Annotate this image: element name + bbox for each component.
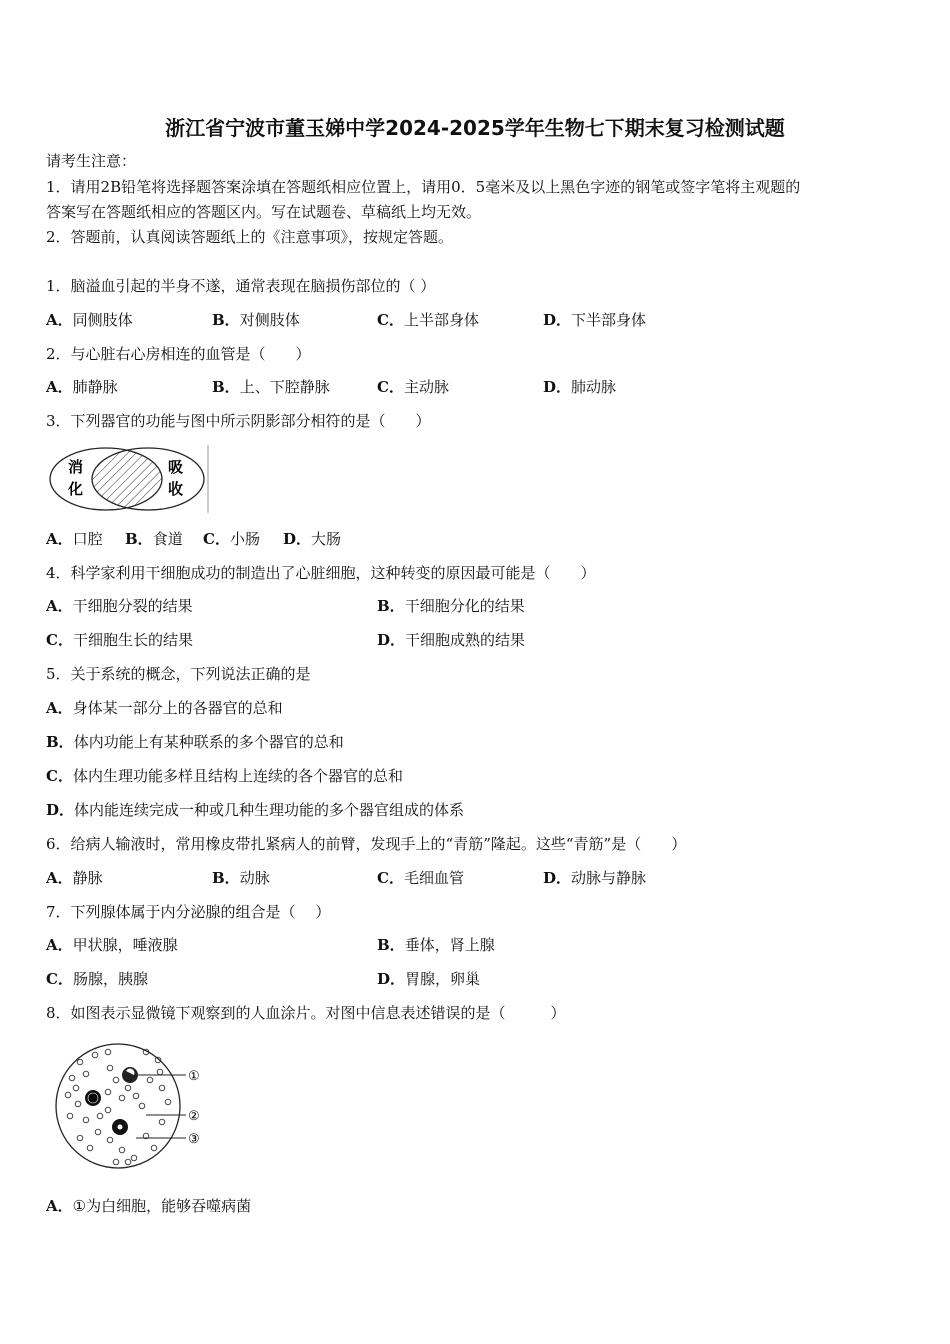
question-1-stem: 1．脑溢血引起的半身不遂，通常表现在脑损伤部位的（ ）: [46, 277, 436, 295]
question-5-option-a[interactable]: [46, 698, 283, 718]
option-text: 同侧肢体: [72, 311, 133, 329]
option-letter: B．: [212, 869, 240, 887]
option-letter: C．: [203, 530, 230, 548]
option-letter: B．: [212, 311, 240, 329]
question-7-option-d[interactable]: [377, 969, 480, 989]
question-5-stem: 5．关于系统的概念，下列说法正确的是: [46, 665, 311, 683]
option-letter: C．: [377, 378, 404, 396]
option-text: 干细胞分化的结果: [404, 597, 525, 615]
white-blood-cell-nucleus: [88, 1093, 98, 1103]
option-letter: B．: [46, 733, 74, 751]
notice-heading: 请考生注意：: [46, 152, 137, 170]
option-letter: B．: [212, 378, 240, 396]
label-3: ③: [188, 1132, 200, 1147]
question-5-option-c[interactable]: [46, 766, 403, 786]
option-text: 主动脉: [403, 378, 449, 396]
option-letter: A．: [46, 699, 73, 717]
question-8-option-a[interactable]: [46, 1196, 251, 1216]
option-text: 毛细血管: [403, 869, 464, 887]
option-text: 口腔: [72, 530, 103, 548]
option-letter: C．: [46, 970, 73, 988]
question-2-option-a[interactable]: [46, 377, 118, 397]
question-7-option-a[interactable]: [46, 935, 178, 955]
question-2-option-c[interactable]: [377, 377, 449, 397]
option-text: 干细胞成熟的结果: [405, 631, 526, 649]
question-5-option-b[interactable]: [46, 732, 344, 752]
option-text: ①为白细胞，能够吞噬病菌: [72, 1197, 252, 1215]
option-text: 体内能连续完成一种或几种生理功能的多个器官组成的体系: [74, 801, 465, 819]
label-1: ①: [188, 1069, 200, 1084]
question-6-option-c[interactable]: [377, 868, 464, 888]
option-text: 身体某一部分上的各器官的总和: [72, 699, 283, 717]
option-letter: B．: [125, 530, 153, 548]
question-4-stem: 4．科学家利用干细胞成功的制造出了心脏细胞，这种转变的原因最可能是（ ）: [46, 564, 596, 582]
question-8-stem: 8．如图表示显微镜下观察到的人血涂片。对图中信息表述错误的是（ ）: [46, 1004, 566, 1022]
question-4-option-c[interactable]: [46, 630, 193, 650]
option-letter: C．: [46, 767, 73, 785]
option-text: 大肠: [311, 530, 342, 548]
question-6-option-a[interactable]: [46, 868, 103, 888]
option-text: 对侧肢体: [239, 311, 300, 329]
option-letter: D．: [46, 801, 75, 819]
venn-diagram: [44, 443, 212, 515]
question-3-option-b[interactable]: [125, 529, 183, 549]
question-3-option-c[interactable]: [203, 529, 260, 549]
white-blood-cell-nucleus: [118, 1125, 123, 1130]
option-letter: D．: [377, 631, 406, 649]
option-letter: A．: [46, 869, 73, 887]
option-letter: A．: [46, 597, 73, 615]
option-letter: D．: [543, 869, 572, 887]
field-of-view-circle: [56, 1044, 180, 1168]
question-7-option-b[interactable]: [377, 935, 495, 955]
option-text: 肠腺，胰腺: [72, 970, 148, 988]
option-letter: D．: [283, 530, 312, 548]
question-2-option-b[interactable]: [212, 377, 330, 397]
question-6-option-b[interactable]: [212, 868, 270, 888]
question-1-option-b[interactable]: [212, 310, 300, 330]
question-3-option-a[interactable]: [46, 529, 103, 549]
option-text: 垂体，肾上腺: [404, 936, 495, 954]
option-letter: B．: [377, 936, 405, 954]
option-text: 体内生理功能多样且结构上连续的各个器官的总和: [72, 767, 403, 785]
question-4-option-b[interactable]: [377, 596, 525, 616]
option-text: 肺静脉: [72, 378, 118, 396]
notice-item-1-line-2: 答案写在答题纸相应的答题区内。写在试题卷、草稿纸上均无效。: [46, 203, 482, 221]
venn-label: 收: [168, 480, 184, 498]
option-letter: D．: [543, 311, 572, 329]
option-letter: D．: [377, 970, 406, 988]
option-text: 静脉: [72, 869, 103, 887]
option-text: 上半部身体: [403, 311, 479, 329]
question-1-option-a[interactable]: [46, 310, 133, 330]
option-letter: A．: [46, 530, 73, 548]
option-text: 小肠: [229, 530, 260, 548]
question-2-stem: 2．与心脏右心房相连的血管是（ ）: [46, 345, 311, 363]
option-text: 体内功能上有某种联系的多个器官的总和: [73, 733, 344, 751]
venn-label: 消: [68, 458, 84, 476]
question-4-option-d[interactable]: [377, 630, 525, 650]
venn-label: 吸: [168, 458, 184, 476]
option-text: 甲状腺，唾液腺: [72, 936, 178, 954]
label-2: ②: [188, 1109, 200, 1124]
question-7-stem: 7．下列腺体属于内分泌腺的组合是（ ）: [46, 903, 331, 921]
option-letter: A．: [46, 1197, 73, 1215]
option-letter: A．: [46, 936, 73, 954]
option-letter: B．: [377, 597, 405, 615]
option-letter: A．: [46, 378, 73, 396]
option-text: 食道: [152, 530, 183, 548]
option-text: 干细胞生长的结果: [72, 631, 193, 649]
question-6-option-d[interactable]: [543, 868, 646, 888]
option-text: 动脉与静脉: [571, 869, 647, 887]
blood-smear-diagram: [50, 1040, 210, 1172]
question-3-option-d[interactable]: [283, 529, 341, 549]
question-2-option-d[interactable]: [543, 377, 616, 397]
question-1-option-c[interactable]: [377, 310, 479, 330]
option-letter: D．: [543, 378, 572, 396]
page-title: 浙江省宁波市董玉娣中学2024-2025学年生物七下期末复习检测试题: [165, 116, 785, 140]
option-text: 下半部身体: [571, 311, 647, 329]
question-7-option-c[interactable]: [46, 969, 148, 989]
option-text: 干细胞分裂的结果: [72, 597, 193, 615]
question-3-stem: 3．下列器官的功能与图中所示阴影部分相符的是（ ）: [46, 412, 431, 430]
option-letter: C．: [46, 631, 73, 649]
venn-label: 化: [68, 480, 84, 498]
option-text: 胃腺，卵巢: [405, 970, 481, 988]
question-6-stem: 6．给病人输液时，常用橡皮带扎紧病人的前臂，发现手上的“青筋”隆起。这些“青筋”是（ ）: [46, 835, 687, 853]
option-text: 动脉: [239, 869, 270, 887]
notice-item-1-line-1: 1．请用2B铅笔将选择题答案涂填在答题纸相应位置上，请用0．5毫米及以上黑色字迹的钢笔或签字笔将主观题的: [46, 178, 801, 196]
question-1-option-d[interactable]: [543, 310, 646, 330]
option-text: 肺动脉: [571, 378, 617, 396]
notice-item-2: 2．答题前，认真阅读答题纸上的《注意事项》，按规定答题。: [46, 228, 454, 246]
question-4-option-a[interactable]: [46, 596, 193, 616]
question-5-option-d[interactable]: [46, 800, 464, 820]
option-letter: A．: [46, 311, 73, 329]
option-text: 上、下腔静脉: [239, 378, 330, 396]
option-letter: C．: [377, 311, 404, 329]
option-letter: C．: [377, 869, 404, 887]
